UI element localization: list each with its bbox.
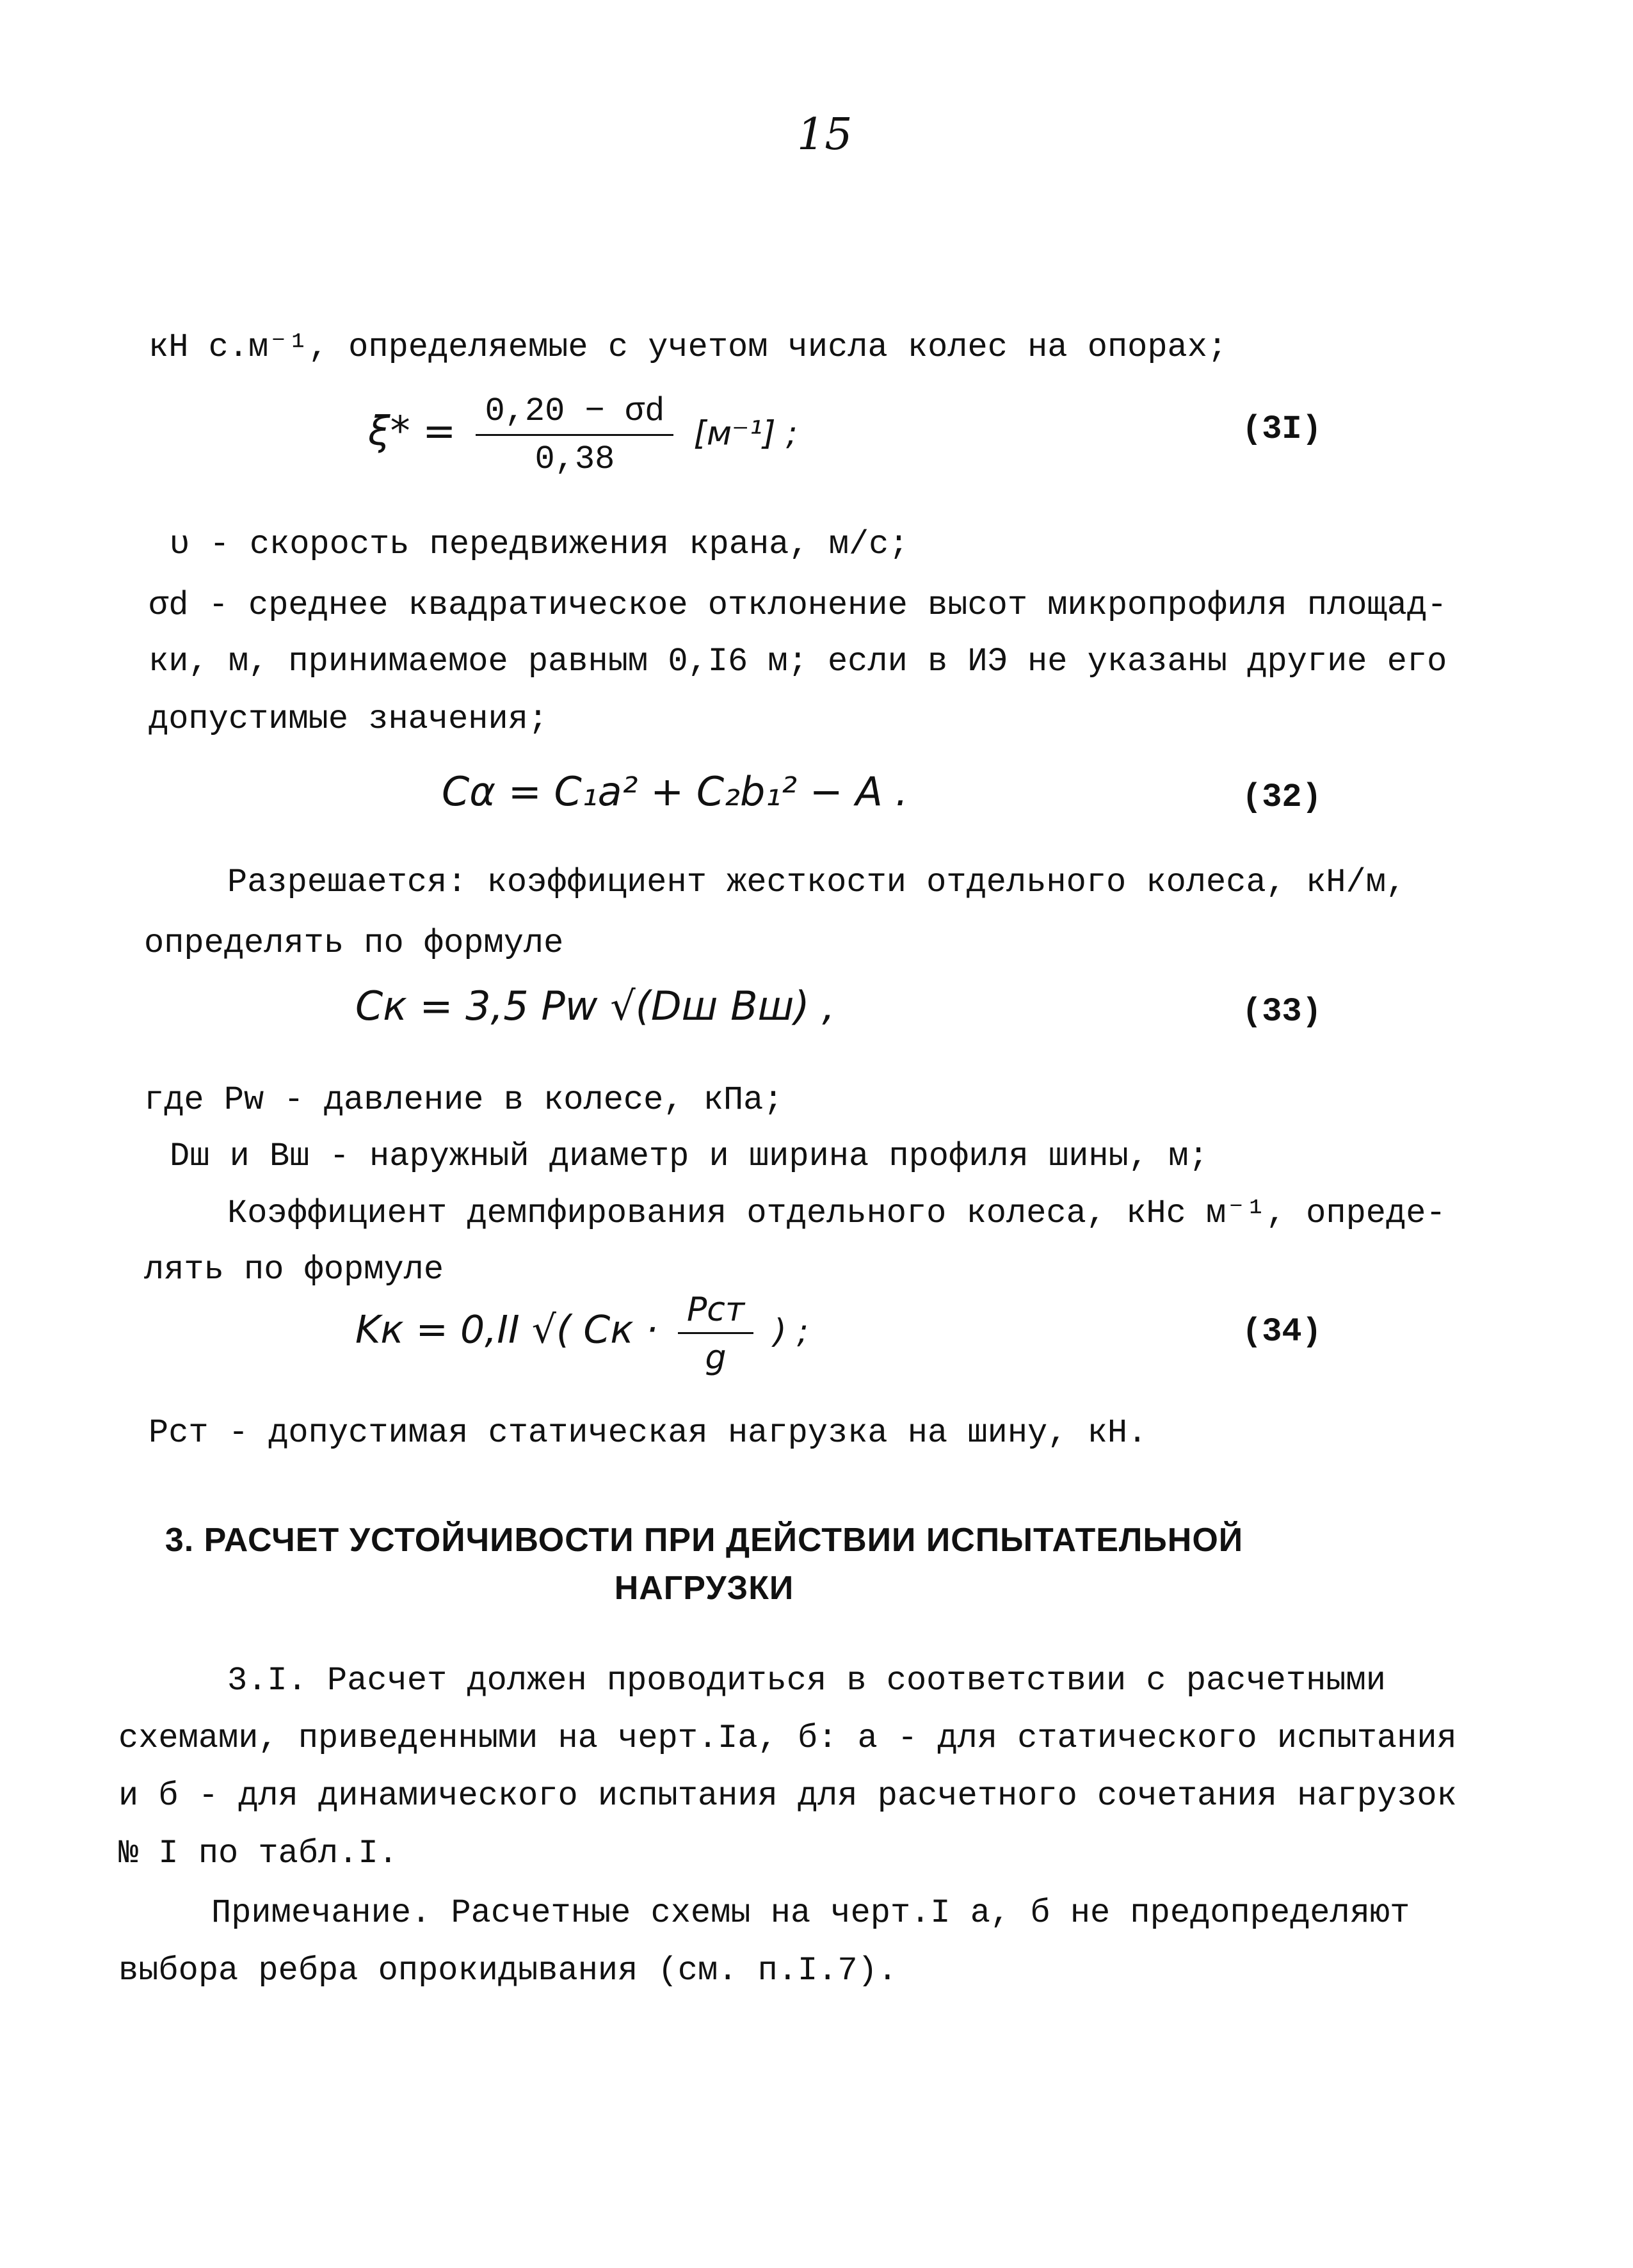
- note-line2: выбора ребра опрокидывания (см. п.I.7).: [118, 1952, 897, 1990]
- note-line1: Примечание. Расчетные схемы на черт.I а, б не предопределяют: [211, 1894, 1410, 1932]
- damping-line2: лять по формуле: [144, 1251, 444, 1289]
- definition-sigma-line2: ки, м, принимаемое равным 0,I6 м; если в ИЭ не указаны другие его: [149, 643, 1447, 680]
- paragraph-3-1-line4: № I по табл.I.: [118, 1835, 398, 1872]
- equation-tail: ) ;: [773, 1312, 808, 1351]
- allowance-line1: Разрешается: коэффициент жесткости отдельного колеса, кН/м,: [227, 864, 1406, 901]
- equation-number-33: (33): [1242, 993, 1322, 1031]
- equation-fraction: [476, 392, 673, 480]
- section-heading-continued: НАГРУЗКИ: [614, 1570, 794, 1607]
- allowance-line2: определять по формуле: [144, 924, 564, 962]
- definition-pressure: где Pw - давление в колесе, кПа;: [144, 1081, 784, 1119]
- fraction-numerator: 0,20 − σd: [476, 392, 673, 436]
- equation-34: [355, 1290, 808, 1378]
- paragraph-3-1-line1: 3.I. Расчет должен проводиться в соответствии с расчетными: [227, 1662, 1386, 1700]
- equation-tail: [м⁻¹] ;: [693, 414, 798, 453]
- definition-static-load: Pст - допустимая статическая нагрузка на шину, кН.: [149, 1414, 1148, 1452]
- page-number: 15: [797, 109, 853, 160]
- equation-32: Cα = C₁a² + C₂b₁² − A .: [442, 768, 908, 815]
- section-heading: 3. РАСЧЕТ УСТОЙЧИВОСТИ ПРИ ДЕЙСТВИИ ИСПЫТАТЕЛЬНОЙ: [165, 1522, 1244, 1559]
- equation-lhs: Kк = 0,II √( Cк ·: [355, 1307, 658, 1353]
- text-line: кН с.м⁻¹, определяемые с учетом числа колес на опорах;: [149, 328, 1228, 366]
- equation-number-31: (3I): [1242, 410, 1322, 448]
- definition-sigma-line1: σd - среднее квадратическое отклонение высот микропрофиля площад-: [149, 586, 1447, 624]
- equation-number-34: (34): [1242, 1313, 1322, 1351]
- equation-31: [368, 392, 798, 480]
- paragraph-3-1-line2: схемами, приведенными на черт.Iа, б: а - для статического испытания: [118, 1719, 1457, 1757]
- equation-fraction: [678, 1290, 753, 1378]
- fraction-denominator: g: [705, 1339, 727, 1378]
- equation-33: Cк = 3,5 Pw √(Dш Bш) ,: [355, 983, 835, 1029]
- fraction-numerator: Pст: [678, 1290, 753, 1334]
- definition-diameter-width: Dш и Bш - наружный диаметр и ширина профиля шины, м;: [170, 1138, 1209, 1175]
- equation-lhs: ξ* =: [368, 407, 456, 454]
- definition-velocity: υ - скорость передвижения крана, м/с;: [170, 526, 909, 563]
- damping-line1: Коэффициент демпфирования отдельного колеса, кНс м⁻¹, опреде-: [227, 1194, 1446, 1232]
- fraction-denominator: 0,38: [535, 440, 615, 479]
- equation-number-32: (32): [1242, 778, 1322, 816]
- paragraph-3-1-line3: и б - для динамического испытания для расчетного сочетания нагрузок: [118, 1777, 1457, 1815]
- definition-sigma-line3: допустимые значения;: [149, 700, 549, 738]
